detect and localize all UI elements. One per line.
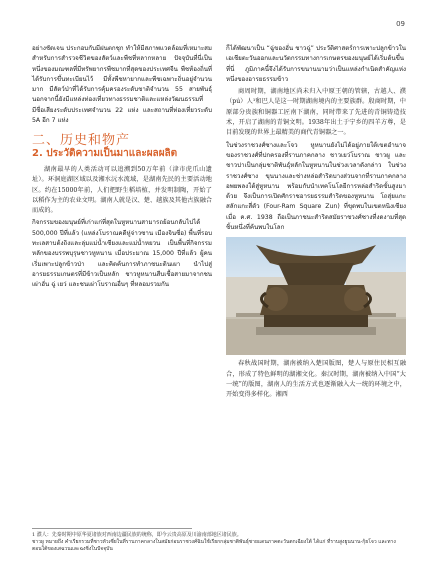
footnote-chinese: 1 濮人：先秦时期中原华夏诸族对西南边疆民族的统称，即今云贵高原及川渝南部地区诸民族。 xyxy=(32,532,242,538)
right-column xyxy=(226,44,406,403)
footnote-thai: ชาวผู หมายถึง คำเรียกรวมที่ชาวหัวเซี่ยในที่ราบภาคกลางในสมัยก่อนราชวงศ์ฉินใช้เรียกกลุ่มชาติพันธุ์ชายแดนภาคตะวันตกเฉียงใต้ ได้แก่ ที่ราบสูงยูนนาน-กุ้ยโจว และทางตอนใต้ของเสฉวนและฉงชิ่งในปัจจุบัน xyxy=(32,539,396,553)
right-paragraph-chinese-2: 春秋战国时期，湖南被纳入楚国版图，楚人与原住民相互融合，形成了特色鲜明的湖湘文化。秦汉时期，湖南被纳入中国“大一统”的版图，湖南人的生活方式也逐渐融入大一统的环境之中，开始变得多样化。湘西 xyxy=(226,360,406,399)
zun-base xyxy=(264,315,368,327)
right-paragraph-1: ก็ได้พัฒนาเป็น “ฉู่ของฮั่น ชาวฉู่” ประวัติศาสตร์การเพาะปลูกข้าวในเอเชียตะวันออกและนวัตกรรมทางการเกษตรของมนุษย์ได้เริ่มต้นขึ้นที่นี่ ภูมิภาคนี้จึงได้รับการขนานนามว่าเป็นแหล่งกำเนิดสำคัญแห่งหนึ่งของอารยธรรมข้าว xyxy=(226,45,406,83)
pedestal xyxy=(256,327,376,335)
bronze-zun-sculpture-photo xyxy=(226,237,406,355)
zun-neck xyxy=(278,263,354,285)
left-paragraph-3: กิจกรรมของมนุษย์ที่เก่าแก่ที่สุดในหูหนานสามารถย้อนกลับไปได้ 500,000 ปีที่แล้ว (แหล่งโบราณคดีหู่จ่าวซาน เมืองจินซื่อ) พื้นที่รอบทะเลสาบต้งถิงและลุ่มแม่น้ำเซียงและแม่น้ำหยวน เป็นพื้นที่กิจกรรมหลักของบรรพบุรุษชาวหูหนาน เมื่อประมาณ 15,000 ปีที่แล้ว ผู้คนเริ่มเพาะปลูกข้าวป่า และคิดค้นการทำภาชนะดินเผา นำไปสู่อารยธรรมเกษตรที่มีข้าวเป็นหลัก ชาวหูหนานสืบเชื้อสายมาจากชนเผ่าฮั่น ฉู่ เยว่ และชนเผ่าโบราณอื่นๆ ที่หลอมรวมกัน xyxy=(32,219,212,289)
right-paragraph-thai-2: ในช่วงราชวงศ์ซางและโจว หูหนานยังไม่ได้อยู่ภายใต้เขตอำนาจของราชวงศ์ที่ปกครองที่ราบภาคกลาง ชาวเยว่โบราณ ชาวผู และชาวปาเป็นกลุ่มชาติพันธุ์หลักในหูหนานในช่วงเวลาดังกล่าว ในช่วงราชวงศ์ซาง ขุนนางและช่างหล่อสำริดบางส่วนจากที่ราบภาคกลางอพยพลงใต้สู่หูหนาน พร้อมกับนำเทคโนโลยีการหล่อสำริดขั้นสูงมาด้วย จึงเป็นการเปิดศักราชอารยธรรมสำริดของหูหนาน โถสุ่ยแกะสลักแกะสี่ตัว (Four-Ram Square Zun) ที่ขุดพบในเขตหนิงเซียงเมื่อ ค.ศ. 1938 ถือเป็นภาชนะสำริดสมัยราชวงศ์ซางที่งดงามที่สุดชิ้นหนึ่งที่ค้นพบในโลก xyxy=(226,141,406,232)
sculpture-illustration xyxy=(226,237,406,355)
footnotes xyxy=(32,532,404,554)
footnote-divider xyxy=(32,528,192,529)
page-number: 09 xyxy=(396,20,405,28)
left-column xyxy=(32,44,212,293)
section-heading-thai: 2. ประวัติความเป็นมาและผลผลิต xyxy=(32,147,178,159)
section-heading-chinese: 二、历史和物产 xyxy=(32,133,131,149)
left-paragraph-chinese: 湖南最早的人类活动可以追溯到50万年前（津市虎爪山遗址）。环洞庭湖区域以及湘水沅水流域，是湖南先民的主要活动地区。约在15000年前，人们把野生稻培植，并发明制陶，开始了以稻作为主的农业文明。湖南人就是汉、楚、越族及其他古族融合而成的。 xyxy=(32,165,212,215)
right-paragraph-chinese-1: 商周时期，湖南地区尚未归入中原王朝的管辖，古越人、濮（pú）人¹和巴人是这一时期湖南境内的主要族群。殷商时期，中原部分贵族和铜器工匠南下湖南，同时带来了先进的青铜铸造技术，开启了湖南的青铜文明。1938年出土于宁乡的四羊方尊，是目前发现的世界上最精美的商代青铜器之一。 xyxy=(226,88,406,137)
left-paragraph-1: อย่างชัดเจน ประกอบกับมีฝนตกชุก ทำให้มีสภาพแวดล้อมที่เหมาะสมสำหรับการสำรวจชีวิตของสัตว์และพืชที่หลากหลาย ปัจจุบันที่นี่เป็นหนึ่งของมณฑลที่มีทรัพยากรพืชมากที่สุดของประเทศจีน พืชท้องถิ่นที่ได้รับการขึ้นทะเบียนไว้ มีทั้งพืชหายากและพืชเฉพาะถิ่นอยู่จำนวนมาก มีสัตว์ป่าที่ได้รับการคุ้มครองระดับชาติจำนวน 55 สายพันธุ์ นอกจากนี้ยังมีแหล่งท่องเที่ยวทางธรรมชาติและแหล่งวัฒนธรรมที่มีชื่อเสียงระดับประเทศจำนวน 22 แห่ง และสถานที่ท่องเที่ยวระดับ 5A อีก 7 แห่ง xyxy=(32,45,212,125)
